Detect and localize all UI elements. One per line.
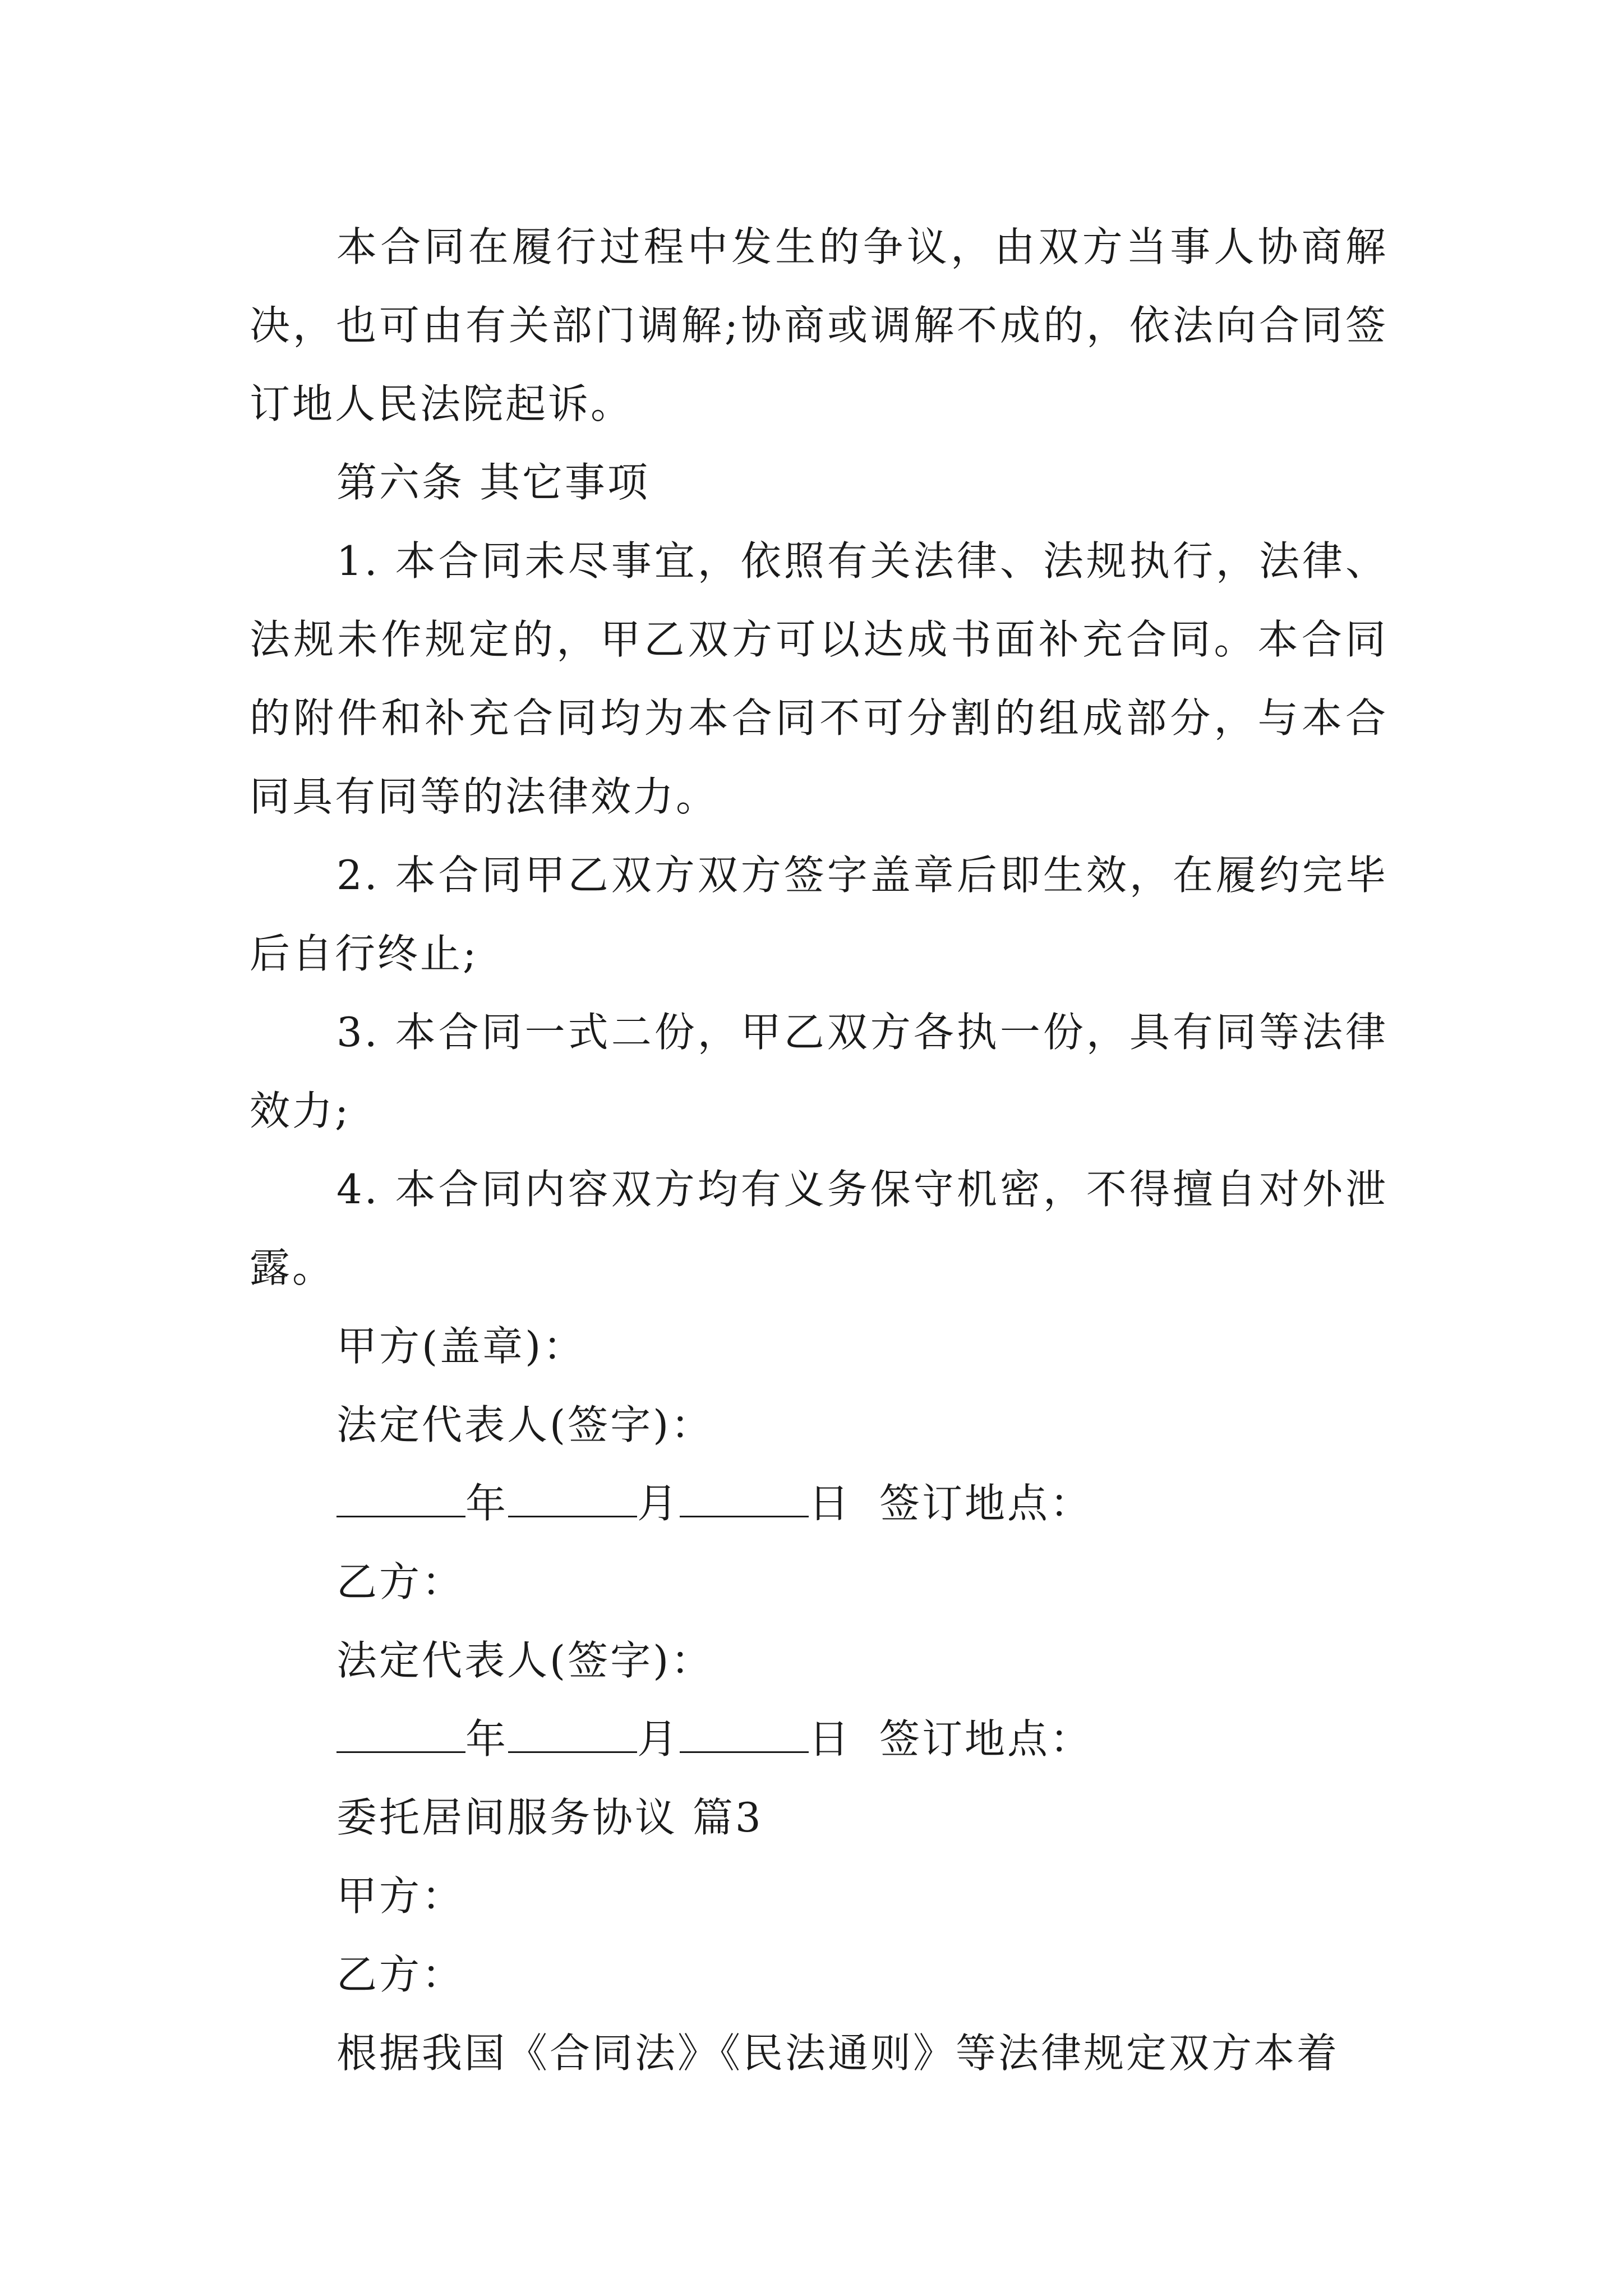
year-blank — [336, 1471, 465, 1517]
section-3-party-a: 甲方： — [336, 1872, 465, 1920]
sign-place-label: 签订地点： — [879, 1715, 1093, 1763]
month-blank — [508, 1471, 637, 1517]
sign-place-label: 签订地点： — [879, 1480, 1093, 1527]
section-3-intro: 根据我国《合同法》《民法通则》等法律规定双方本着 — [336, 2030, 1340, 2077]
article-6-item-2: 2. 本合同甲乙双方双方签字盖章后即生效，在履约完毕后自行终止; — [250, 852, 1388, 977]
section-3-title: 委托居间服务协议 篇3 — [336, 1794, 763, 1841]
month-label: 月 — [637, 1480, 680, 1527]
article-6-title: 第六条 其它事项 — [336, 459, 650, 506]
party-b-label: 乙方： — [336, 1558, 465, 1605]
party-a-date-line — [250, 1464, 1388, 1543]
month-label: 月 — [637, 1715, 680, 1763]
party-a-representative-label: 法定代表人(签字)： — [336, 1401, 714, 1448]
year-label: 年 — [465, 1480, 509, 1527]
section-3-party-b: 乙方： — [336, 1951, 465, 1998]
article-6-item-1: 1. 本合同未尽事宜，依照有关法律、法规执行，法律、法规未作规定的，甲乙双方可以达成书面补充合同。本合同的附件和补充合同均为本合同不可分割的组成部分，与本合同具有同等的法律效力。 — [250, 537, 1388, 820]
month-blank — [508, 1706, 637, 1753]
day-label: 日 — [809, 1480, 852, 1527]
day-label: 日 — [809, 1715, 852, 1763]
year-blank — [336, 1706, 465, 1753]
party-b-representative-label: 法定代表人(签字)： — [336, 1637, 714, 1684]
party-a-seal-label: 甲方(盖章)： — [336, 1323, 586, 1370]
document-body — [250, 208, 1388, 2092]
party-b-date-line — [250, 1700, 1388, 1778]
article-6-item-4: 4. 本合同内容双方均有义务保守机密，不得擅自对外泄露。 — [250, 1166, 1388, 1291]
day-blank — [680, 1706, 809, 1753]
day-blank — [680, 1471, 809, 1517]
year-label: 年 — [465, 1715, 509, 1763]
dispute-paragraph: 本合同在履行过程中发生的争议，由双方当事人协商解决，也可由有关部门调解;协商或调解不成的，依法向合同签订地人民法院起诉。 — [250, 223, 1388, 427]
article-6-item-3: 3. 本合同一式二份，甲乙双方各执一份，具有同等法律效力; — [250, 1009, 1388, 1134]
